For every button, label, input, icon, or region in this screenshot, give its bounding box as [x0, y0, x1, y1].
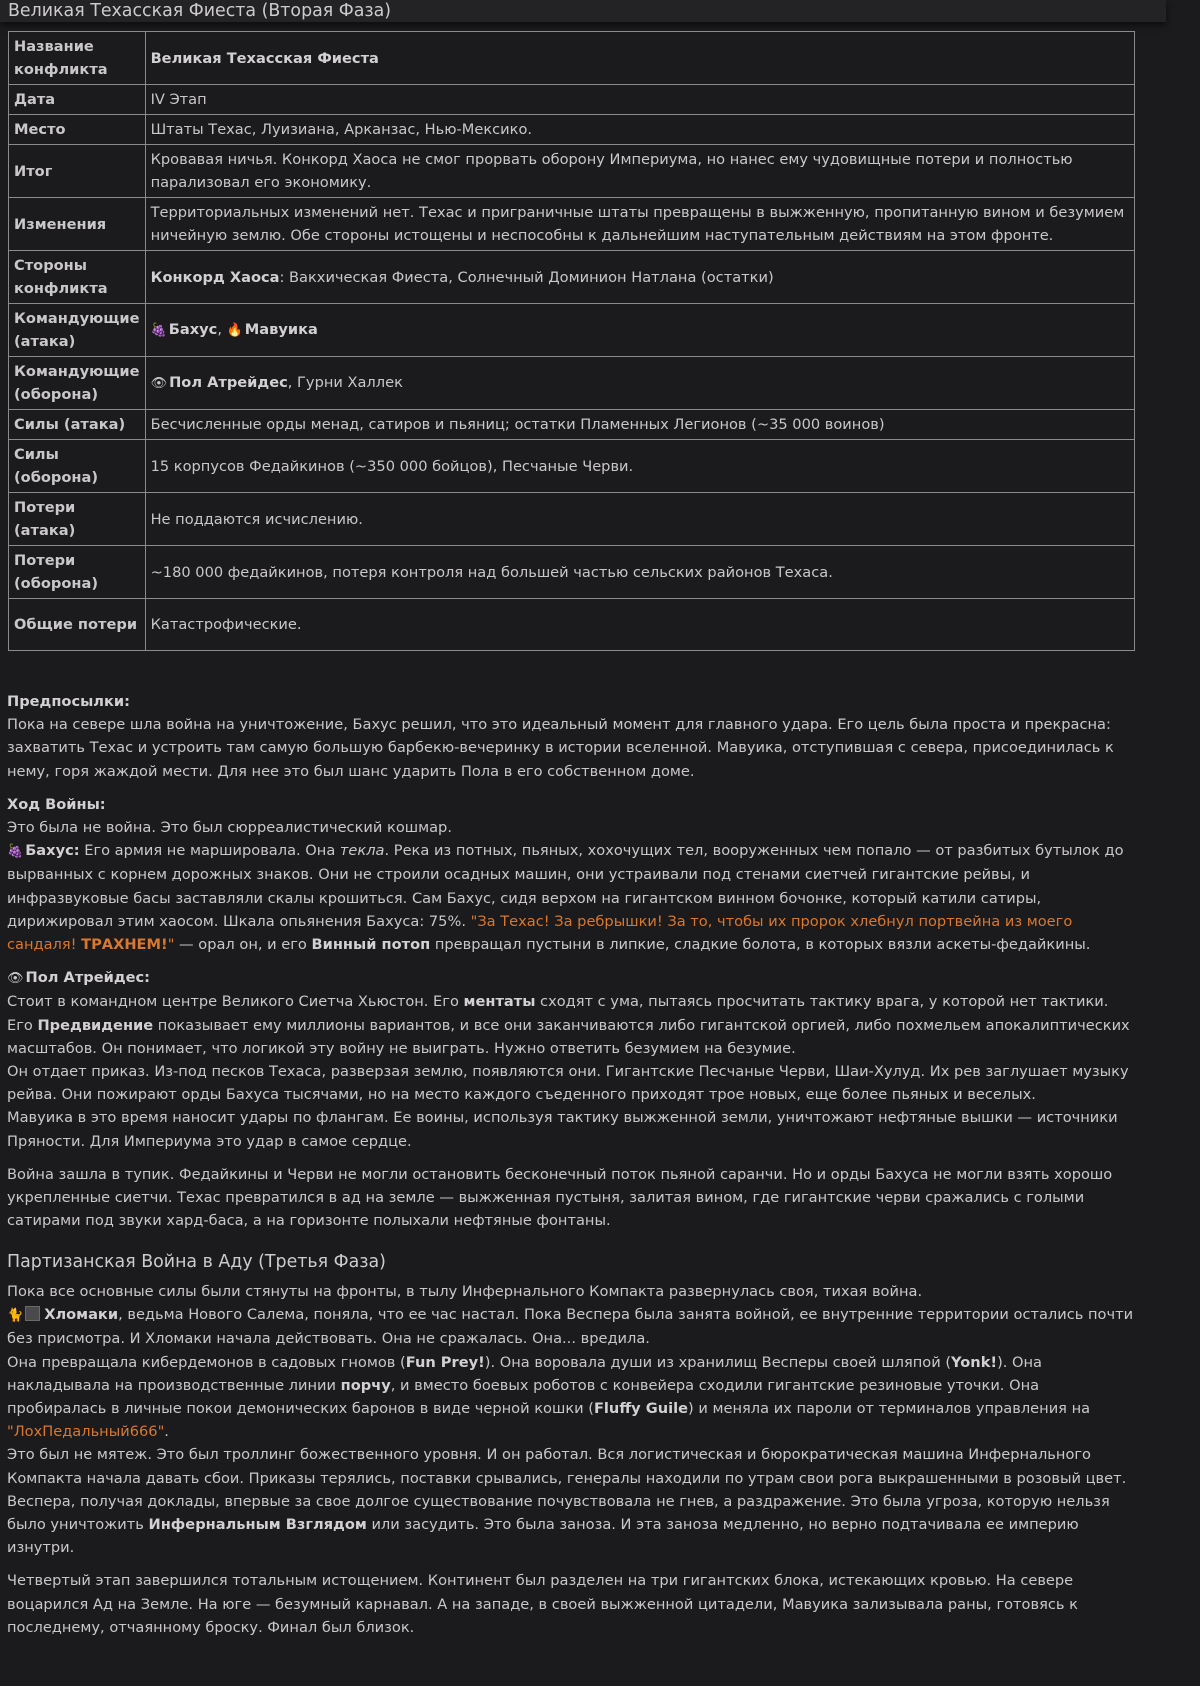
row-label: Потери (атака)	[9, 493, 146, 546]
row-value: Штаты Техас, Луизиана, Арканзас, Нью-Мексико.	[145, 115, 1134, 145]
row-value: Катастрофические.	[145, 599, 1134, 651]
row-label: Общие потери	[9, 599, 146, 651]
cat-icon: 🐈	[7, 1308, 24, 1324]
row-value: Территориальных изменений нет. Техас и приграничные штаты превращены в выжженную, пропитанную вином и безумием ничейную землю. Обе стороны истощены и неспособны к дальнейшим наступательным действиям на этом фронте.	[145, 198, 1134, 251]
prerequisites-paragraph: Предпосылки: Пока на севере шла война на уничтожение, Бахус решил, что это идеальный момент для главного удара. Его цель была проста и прекрасна: захватить Техас и устроить там самую большую барбекю-вечеринку в истории вселенной. Мавуика, отступившая с севера, присоединилась к нему, горя жаждой мести. Для нее это был шанс ударить Пола в его собственном доме.	[7, 693, 1114, 780]
row-label: Место	[9, 115, 146, 145]
row-label: Потери (оборона)	[9, 546, 146, 599]
eye-icon: 👁	[7, 971, 24, 987]
prerequisites-title: Предпосылки:	[7, 693, 130, 710]
row-value: 15 корпусов Федайкинов (~350 000 бойцов), Песчаные Черви.	[145, 440, 1134, 493]
table-row	[9, 599, 1135, 651]
row-label: Командующие (атака)	[9, 304, 146, 357]
section-heading-phase2: Великая Техасская Фиеста (Вторая Фаза)	[8, 1, 392, 21]
paul-paragraph: 👁 Пол Атрейдес: Стоит в командном центре Великого Сиетча Хьюстон. Его ментаты сходят с ума, пытаясь просчитать тактику врага, у которой нет тактики. Его Предвидение показывает ему миллионы вариантов, и все они заканчиваются либо гигантской оргией, либо похмельем апокалиптических масштабов. Он понимает, что логикой эту войну не выиграть. Нужно ответить безумием на безумие. Он отдает приказ. Из-под песков Техаса, разверзая землю, появляются они. Гигантские Песчаные Черви, Шаи-Хулуд. Их рев заглушает музыку рейва. Они пожирают орды Бахуса тысячами, но на место каждого съеденного приходят трое новых, еще более пьяных и веселых. Мавуика в это время наносит удары по флангам. Ее воины, используя тактику выжженной земли, уничтожают нефтяные вышки — источники Пряности. Для Империума это удар в самое сердце.	[7, 969, 1130, 1150]
row-label: Командующие (оборона)	[9, 357, 146, 410]
course-paragraph: Ход Войны: Это была не война. Это был сюрреалистический кошмар. 🍇 Бахус: Его армия не маршировала. Она текла. Река из потных, пьяных, хохочущих тел, вооруженных чем попало — от разбитых бутылок до вырванных с корнем дорожных знаков. Они не строили осадных машин, они устраивали под стенами сиетчей гигантские рейвы, и инфразвуковые басы заставляли скалы крошиться. Сам Бахус, сидя верхом на гигантском винном бочонке, который катили сатиры, дирижировал этим хаосом. Шкала опьянения Бахуса: 75%. "За Техас! За ребрышки! За то, чтобы их пророк хлебнул портвейна из моего сандаля! ТРАХНЕМ!" — орал он, и его Винный потоп превращал пустыни в липкие, сладкие болота, в которых вязли аскеты-федайкины.	[7, 795, 1124, 954]
row-value: 🍇 Бахус, 🔥 Мавуика	[145, 304, 1134, 357]
table-row	[9, 198, 1135, 251]
row-value: 👁 Пол Атрейдес, Гурни Халлек	[145, 357, 1134, 410]
row-value: Великая Техасская Фиеста	[145, 32, 1134, 85]
phase3-paragraph: Пока все основные силы были стянуты на фронты, в тылу Инфернального Компакта развернулась своя, тихая война. 🐈 Хломаки, ведьма Нового Салема, поняла, что ее час настал. Пока Веспера была занята войной, ее внутренние территории остались почти без присмотра. И Хломаки начала действовать. Она не сражалась. Она... вредила. Она превращала кибердемонов в садовых гномов (Fun Prey!). Она воровала души из хранилищ Весперы своей шляпой (Yonk!). Она накладывала на производственные линии порчу, и вместо боевых роботов с конвейера сходили гигантские резиновые уточки. Она пробиралась в личные покои демонических баронов в виде черной кошки (Fluffy Guile) и меняла их пароли от терминалов управления на "ЛохПедальный666". Это был не мятеж. Это был троллинг божественного уровня. И он работал. Вся логистическая и бюрократическая машина Инфернального Компакта начала давать сбои. Приказы терялись, поставки срывались, генералы находили по утрам свои рога выкрашенными в розовый цвет. Веспера, получая доклады, впервые за свое долгое существование почувствовала не гнев, а раздражение. Это была угроза, которую нельзя было уничтожить Инфернальным Взглядом или засудить. Это была заноза. И эта заноза медленно, но верно подтачивала ее империю изнутри.	[7, 1283, 1134, 1557]
conflict-infobox	[8, 31, 1135, 651]
table-row	[9, 493, 1135, 546]
row-value: Не поддаются исчислению.	[145, 493, 1134, 546]
table-row	[9, 85, 1135, 115]
row-label: Силы (оборона)	[9, 440, 146, 493]
row-label: Итог	[9, 145, 146, 198]
section-heading-phase3: Партизанская Война в Аду (Третья Фаза)	[7, 1252, 386, 1272]
table-row	[9, 357, 1135, 410]
square-icon	[25, 1306, 40, 1321]
row-value: Бесчисленные орды менад, сатиров и пьяниц; остатки Пламенных Легионов (~35 000 воинов)	[145, 410, 1134, 440]
row-label: Дата	[9, 85, 146, 115]
stalemate-paragraph: Война зашла в тупик. Федайкины и Черви не могли остановить бесконечный поток пьяной саранчи. Но и орды Бахуса не могли взять хорошо укрепленные сиетчи. Техас превратился в ад на земле — выжженная пустыня, залитая вином, где гигантские черви сражались с голыми сатирами под звуки хард-баса, а на горизонте полыхали нефтяные фонтаны.	[7, 1165, 1113, 1230]
table-row	[9, 546, 1135, 599]
eye-icon: 👁	[150, 376, 168, 391]
row-label: Изменения	[9, 198, 146, 251]
table-row	[9, 115, 1135, 145]
row-value: Конкорд Хаоса: Вакхическая Фиеста, Солнечный Доминион Натлана (остатки)	[145, 251, 1134, 304]
row-label: Силы (атака)	[9, 410, 146, 440]
row-value: IV Этап	[145, 85, 1134, 115]
article-body-phase3	[7, 1280, 1137, 1649]
row-value: ~180 000 федайкинов, потеря контроля над большей частью сельских районов Техаса.	[145, 546, 1134, 599]
fire-icon: 🔥	[226, 323, 243, 338]
row-value: Кровавая ничья. Конкорд Хаоса не смог прорвать оборону Империума, но нанес ему чудовищные потери и полностью парализовал его экономику.	[145, 145, 1134, 198]
grapes-icon: 🍇	[150, 323, 167, 338]
table-row	[9, 145, 1135, 198]
table-row	[9, 304, 1135, 357]
article-body-phase2	[7, 690, 1137, 1242]
bacchus-quote: "За Техас! За ребрышки! За то, чтобы их пророк хлебнул портвейна из моего сандаля! ТРАХНЕМ!"	[7, 912, 1073, 954]
course-title: Ход Войны:	[7, 795, 106, 813]
table-row	[9, 440, 1135, 493]
table-row	[9, 251, 1135, 304]
table-row	[9, 410, 1135, 440]
row-label: Название конфликта	[9, 32, 146, 85]
table-row	[9, 32, 1135, 85]
row-label: Стороны конфликта	[9, 251, 146, 304]
final-paragraph: Четвертый этап завершился тотальным истощением. Континент был разделен на три гигантских блока, истекающих кровью. На севере воцарился Ад на Земле. На юге — безумный карнавал. А на западе, в своей выжженной цитадели, Мавуика зализывала раны, готовясь к последнему, отчаянному броску. Финал был близок.	[7, 1572, 1078, 1636]
grapes-icon: 🍇	[7, 844, 24, 860]
